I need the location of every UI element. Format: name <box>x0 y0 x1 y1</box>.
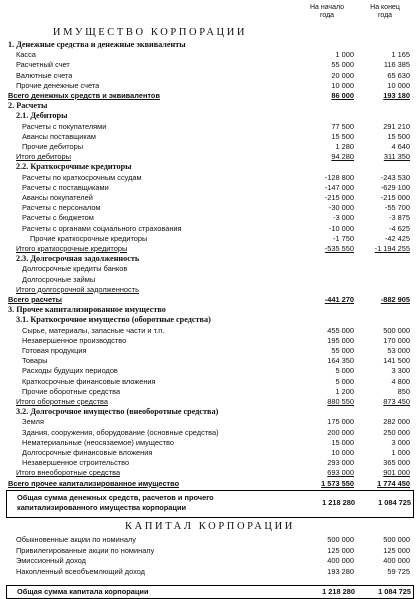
table-row <box>0 40 420 50</box>
row-label: Прочие краткосрочные кредиторы <box>30 233 148 243</box>
row-value-start: -441 270 <box>324 295 354 304</box>
row-label: Незавершенное производство <box>22 335 127 345</box>
row-value-end: -4 625 <box>389 223 410 233</box>
table-row <box>0 142 420 152</box>
table-row <box>0 193 420 203</box>
table-row <box>0 132 420 142</box>
table-row <box>0 295 420 305</box>
row-label: 3. Прочее капитализированное имущество <box>8 305 166 315</box>
capital-value-start: 125 000 <box>327 545 354 555</box>
table-row <box>0 458 420 468</box>
row-value-start: 1 280 <box>335 142 354 151</box>
row-value-start: 200 000 <box>327 427 354 437</box>
row-value-end: 291 210 <box>383 121 410 131</box>
table-row <box>0 224 420 234</box>
row-value-end: 3 300 <box>391 366 410 376</box>
capital-value-end: 400 000 <box>383 556 410 565</box>
row-label: 3.1. Краткосрочное имущество (оборотные средства) <box>16 315 211 325</box>
row-label: Расходы будущих периодов <box>22 366 118 376</box>
row-label: Готовая продукция <box>22 346 87 355</box>
table-row <box>0 234 420 244</box>
row-value-start: -128 800 <box>324 172 354 182</box>
table-row <box>0 387 420 397</box>
row-value-end: -243 530 <box>380 172 410 182</box>
row-label: Авансы покупателей <box>22 193 93 202</box>
row-value-end: 1 000 <box>391 448 410 457</box>
row-value-end: 901 000 <box>383 468 410 478</box>
row-value-start: 164 350 <box>327 356 354 366</box>
total-assets-box <box>6 490 414 518</box>
table-row <box>0 60 420 70</box>
row-value-end: 4 640 <box>391 142 410 151</box>
row-value-end: -1 194 255 <box>374 244 410 253</box>
row-value-start: 455 000 <box>327 325 354 335</box>
row-value-start: -535 550 <box>324 244 354 253</box>
row-value-end: 250 000 <box>383 427 410 437</box>
row-value-end: 4 800 <box>391 376 410 386</box>
row-value-start: 1 200 <box>335 386 354 396</box>
table-row <box>0 285 420 295</box>
row-label: Расчетный счет <box>16 60 70 70</box>
table-row <box>0 448 420 458</box>
row-value-end: 282 000 <box>383 417 410 427</box>
row-label: Долгосрочные займы <box>22 274 96 284</box>
row-value-end: 3 000 <box>391 437 410 447</box>
row-label: Итого краткосрочные кредиторы <box>16 244 128 253</box>
total-capital-start: 1 218 280 <box>322 587 355 596</box>
row-value-start: -215 000 <box>324 193 354 202</box>
row-value-start: -3 000 <box>333 213 354 223</box>
row-value-start: -10 000 <box>328 223 354 233</box>
table-row <box>0 326 420 336</box>
table-row <box>0 428 420 438</box>
row-label: Прочие дебиторы <box>22 142 84 151</box>
table-row <box>0 183 420 193</box>
capital-row <box>0 556 420 566</box>
capital-row-label: Обыкновенные акции по номиналу <box>16 535 136 544</box>
row-label: Расчеты с бюджетом <box>22 213 94 223</box>
column-header-end-of-year <box>356 4 414 20</box>
row-value-start: 195 000 <box>327 335 354 345</box>
table-row <box>0 213 420 223</box>
row-value-start: 94 280 <box>331 152 354 162</box>
row-label: 2.2. Краткосрочные кредиторы <box>16 162 132 172</box>
capital-value-start: 400 000 <box>327 556 354 565</box>
column-header-start-text: На начало года <box>309 4 345 19</box>
table-row <box>0 336 420 346</box>
table-row <box>0 203 420 213</box>
row-label: Товары <box>22 356 48 366</box>
row-label: Касса <box>16 50 36 60</box>
row-value-end: 116 385 <box>383 60 410 70</box>
row-label: Земля <box>22 417 44 427</box>
capital-value-start: 500 000 <box>327 535 354 544</box>
row-value-end: 311 350 <box>383 152 410 162</box>
total-assets-label-line2: капитализированного имущества корпорации <box>17 503 187 512</box>
row-value-start: 1 000 <box>335 50 354 60</box>
table-row <box>0 479 420 489</box>
row-label: 2.3. Долгосрочная задолженность <box>16 254 140 264</box>
table-row <box>0 397 420 407</box>
table-row <box>0 91 420 101</box>
capital-row <box>0 546 420 556</box>
row-label: Долгосрочные кредиты банков <box>22 264 128 274</box>
table-row <box>0 366 420 376</box>
total-capital-label: Общая сумма капитала корпорации <box>17 587 149 596</box>
row-label: Итого дебиторы <box>16 152 71 162</box>
row-value-start: 5 000 <box>335 376 354 386</box>
row-label: Сырье, материалы, запасные части и т.п. <box>22 325 165 335</box>
row-value-end: 1 165 <box>391 50 410 60</box>
row-value-end: 15 500 <box>387 131 410 141</box>
total-capital-box <box>6 585 414 599</box>
row-value-end: -629 100 <box>380 182 410 192</box>
row-value-start: 10 000 <box>331 80 354 90</box>
table-row <box>0 244 420 254</box>
row-value-end: -42 425 <box>384 233 410 243</box>
row-label: Прочие денежные счета <box>16 80 100 90</box>
total-assets-label-line1: Общая сумма денежных средств, расчетов и прочего <box>17 493 214 502</box>
capital-row-label: Накопленный всеобъемлющий доход <box>16 566 145 576</box>
row-value-end: 170 000 <box>383 335 410 345</box>
row-label: Расчеты с покупателями <box>22 121 107 131</box>
capital-row-label: Эмиссионный доход <box>16 556 86 565</box>
capital-value-start: 193 280 <box>327 566 354 576</box>
row-value-end: -882 905 <box>380 295 410 304</box>
row-label: Расчеты по краткосрочным ссудам <box>22 172 142 182</box>
table-row <box>0 468 420 478</box>
row-label: Валютные счета <box>16 70 73 80</box>
row-value-end: 10 000 <box>387 80 410 90</box>
row-label: Расчеты с персоналом <box>22 203 101 213</box>
capital-row <box>0 535 420 545</box>
row-label: Здания, сооружения, оборудование (основные средства) <box>22 427 219 437</box>
table-row <box>0 356 420 366</box>
capital-value-end: 500 000 <box>383 535 410 544</box>
row-value-start: -147 000 <box>324 182 354 192</box>
row-value-end: 873 450 <box>383 397 410 406</box>
table-row <box>0 407 420 417</box>
row-label: Прочие оборотные средства <box>22 386 121 396</box>
column-header-start-of-year <box>300 4 354 20</box>
row-value-start: 880 550 <box>327 397 354 406</box>
row-label: Расчеты с органами социального страхования <box>22 223 182 233</box>
table-row <box>0 50 420 60</box>
row-label: Всего расчеты <box>8 295 62 304</box>
table-row <box>0 377 420 387</box>
row-value-start: 10 000 <box>331 448 354 457</box>
table-row <box>0 346 420 356</box>
row-label: 1. Денежные средства и денежные эквиваленты <box>8 40 186 49</box>
row-value-end: 1 774 450 <box>377 478 410 488</box>
row-value-end: 53 000 <box>387 346 410 355</box>
capital-row <box>0 567 420 577</box>
table-row <box>0 173 420 183</box>
row-value-end: -55 700 <box>384 203 410 213</box>
row-label: Всего денежных средств и эквивалентов <box>8 91 160 100</box>
row-value-start: 15 500 <box>331 131 354 141</box>
row-label: Итого оборотные средства <box>16 397 108 406</box>
row-value-start: 77 500 <box>331 121 354 131</box>
total-assets-start: 1 218 280 <box>322 498 355 507</box>
row-value-start: 55 000 <box>331 346 354 355</box>
table-row <box>0 315 420 325</box>
table-row <box>0 122 420 132</box>
row-value-start: -30 000 <box>328 203 354 213</box>
capital-value-end: 125 000 <box>383 545 410 555</box>
row-label: Всего прочее капитализированное имущество <box>8 478 180 488</box>
row-value-end: -3 875 <box>389 213 410 223</box>
row-value-end: 193 180 <box>383 91 410 100</box>
table-row <box>0 101 420 111</box>
row-value-start: 86 000 <box>331 91 354 100</box>
row-label: Незавершенное строительство <box>22 458 130 468</box>
row-value-start: 1 573 550 <box>321 478 354 488</box>
table-row <box>0 71 420 81</box>
table-row <box>0 81 420 91</box>
row-value-start: 55 000 <box>331 60 354 70</box>
row-value-start: -1 750 <box>333 233 354 243</box>
row-value-end: -215 000 <box>380 193 410 202</box>
row-value-start: 293 000 <box>327 458 354 468</box>
table-row <box>0 264 420 274</box>
row-label: Авансы поставщикам <box>22 131 96 141</box>
column-header-end-text: На конец года <box>370 4 400 19</box>
row-label: 2. Расчеты <box>8 101 48 111</box>
table-row <box>0 162 420 172</box>
row-label: Нематериальные (неосязаемое) имущество <box>22 437 174 447</box>
row-value-start: 175 000 <box>327 417 354 427</box>
row-label: 2.1. Дебиторы <box>16 111 68 121</box>
row-value-start: 5 000 <box>335 366 354 376</box>
total-capital-end: 1 084 725 <box>378 587 411 596</box>
table-row <box>0 254 420 264</box>
row-label: Краткосрочные финансовые вложения <box>22 376 156 386</box>
row-label: Итого долгосрочной задолженность <box>16 284 139 294</box>
row-value-end: 500 000 <box>383 325 410 335</box>
table-row <box>0 305 420 315</box>
row-value-end: 141 500 <box>383 356 410 366</box>
assets-title: ИМУЩЕСТВО КОРПОРАЦИИ <box>52 27 248 38</box>
table-row <box>0 275 420 285</box>
total-assets-end: 1 084 725 <box>378 498 411 507</box>
row-label: Долгосрочные финансовые вложения <box>22 448 153 457</box>
row-label: Итого внеоборотные средства <box>16 468 121 478</box>
row-label: Расчеты с поставщиками <box>22 182 109 192</box>
row-value-end: 65 630 <box>387 70 410 80</box>
row-label: 3.2. Долгосрочное имущество (внеоборотные средства) <box>16 407 219 417</box>
capital-row-label: Привилегированные акции по номиналу <box>16 545 155 555</box>
capital-value-end: 59 725 <box>387 566 410 576</box>
row-value-start: 693 000 <box>327 468 354 478</box>
row-value-start: 15 000 <box>331 437 354 447</box>
table-row <box>0 438 420 448</box>
row-value-end: 850 <box>397 386 410 396</box>
row-value-start: 20 000 <box>331 70 354 80</box>
row-value-end: 365 000 <box>383 458 410 468</box>
table-row <box>0 152 420 162</box>
table-row <box>0 111 420 121</box>
table-row <box>0 417 420 427</box>
capital-title: КАПИТАЛ КОРПОРАЦИИ <box>125 521 295 532</box>
